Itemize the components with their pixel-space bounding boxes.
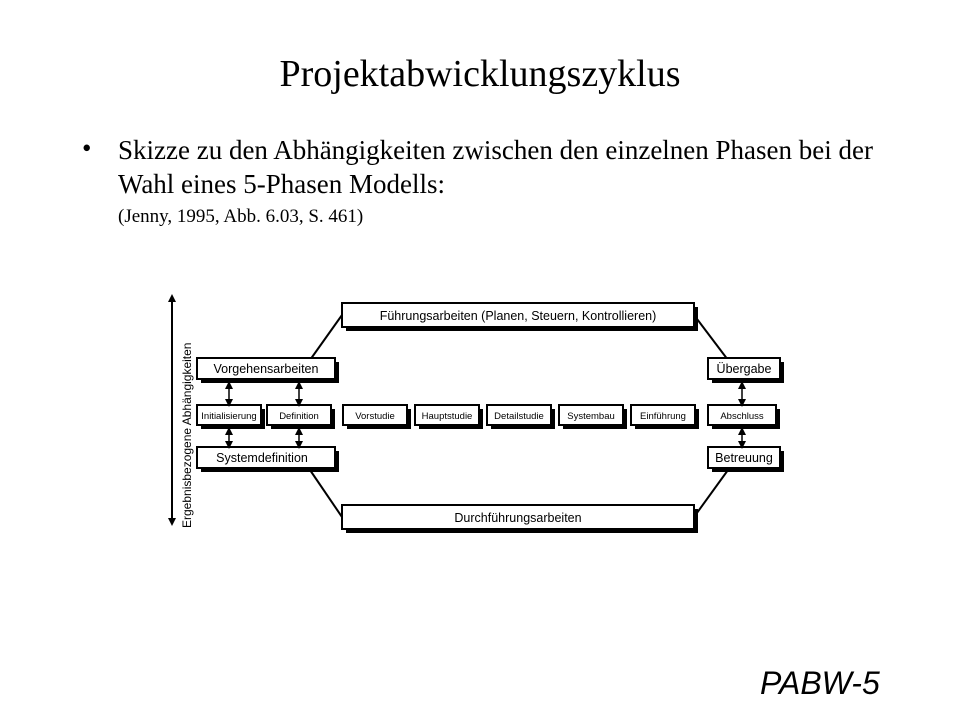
uebergabe-label: Übergabe <box>716 362 772 376</box>
durchfuehrungsarbeiten-label: Durchführungsarbeiten <box>454 511 582 525</box>
systemdefinition-label: Systemdefinition <box>216 451 308 465</box>
phase-definition-label: Definition <box>279 411 319 422</box>
phase-abschluss-label: Abschluss <box>720 411 764 422</box>
phase-detailstudie-label: Detailstudie <box>494 411 544 422</box>
axis-label: Ergebnisbezogene Abhängigkeiten <box>180 342 194 528</box>
betreuung-label: Betreuung <box>715 451 773 465</box>
phase-einfuehrung-label: Einführung <box>640 411 686 422</box>
bullet-marker: • <box>82 133 92 163</box>
fuehrungsarbeiten-label: Führungsarbeiten (Planen, Steuern, Kontrollieren) <box>379 309 657 323</box>
phase-systembau-label: Systembau <box>567 411 615 422</box>
phase-initialisierung-label: Initialisierung <box>201 411 257 422</box>
page-title: Projektabwicklungszyklus <box>279 53 681 95</box>
phase-hauptstudie-label: Hauptstudie <box>421 411 473 422</box>
slide-footer: PABW-5 <box>760 665 880 701</box>
phase-vorstudie-label: Vorstudie <box>355 411 395 422</box>
source-citation: (Jenny, 1995, Abb. 6.03, S. 461) <box>118 206 364 227</box>
bullet-text: Skizze zu den Abhängigkeiten zwischen den einzelnen Phasen bei der Wahl eines 5-Phasen Modells: <box>118 135 873 199</box>
vorgehensarbeiten-label: Vorgehensarbeiten <box>213 362 319 376</box>
phase-row <box>197 405 780 429</box>
